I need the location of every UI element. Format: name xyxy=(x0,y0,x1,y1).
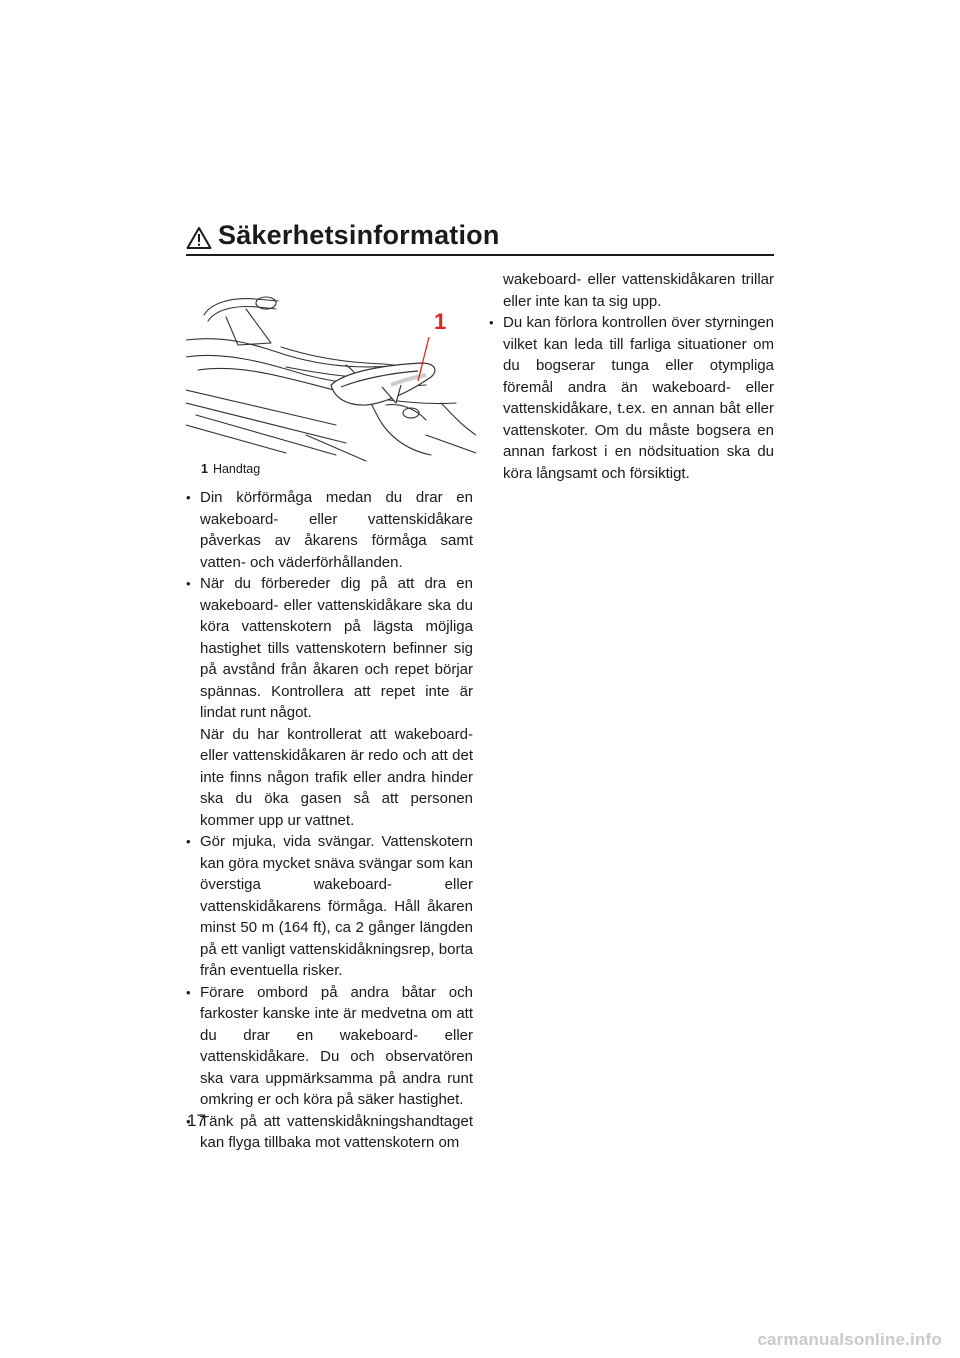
figure-caption xyxy=(201,462,260,476)
left-column xyxy=(186,487,473,1154)
caption-number: 1 xyxy=(201,462,208,476)
page-number: 17 xyxy=(187,1111,206,1130)
list-item: • Du kan förlora kontrollen över styrningen vilket kan leda till farliga situationer om du bogserar tunga eller otympliga föremål andra än wakeboard- eller vattenskidåkare, t.ex. en annan båt eller vattenskoter. Om du måste bogsera en annan farkost i en nödsituation ska du köra långsamt och försiktigt. xyxy=(489,312,774,484)
list-item: • Gör mjuka, vida svängar. Vattenskotern kan göra mycket snäva svängar som kan överstiga wakeboard- eller vattenskidåkarens förmåga. Håll åkaren minst 50 m (164 ft), ca 2 gånger längden på ett vanligt vattenskidåkningsrep, borta från eventuella risker. xyxy=(186,831,473,982)
right-column xyxy=(489,269,774,484)
list-item: • När du förbereder dig på att dra en wakeboard- eller vattenskidåkare ska du köra vattenskotern på lägsta möjliga hastighet tills vattenskotern befinner sig på avstånd från åkaren och repet börjar spännas. Kontrollera att repet inte är lindat runt något. xyxy=(186,573,473,724)
watermark: carmanualsonline.info xyxy=(757,1330,942,1349)
header-rule xyxy=(186,254,774,256)
page-title: Säkerhetsinformation xyxy=(218,220,500,250)
warning-triangle-icon xyxy=(186,226,212,250)
list-item-continuation: När du har kontrollerat att wakeboard- eller vattenskidåkaren är redo och att det inte finns någon trafik eller andra hinder ska du öka gasen så att personen kommer upp ur vattnet. xyxy=(200,725,473,829)
jetski-seat-illustration xyxy=(186,285,476,465)
list-item-continuation: wakeboard- eller vattenskidåkaren trillar eller inte kan ta sig upp. xyxy=(503,271,774,310)
list-item: • Förare ombord på andra båtar och farkoster kanske inte är medvetna om att du drar en wakeboard- eller vattenskidåkare. Du och observatören ska vara uppmärksamma på andra runt omkring er och köra på säker hastighet. xyxy=(186,982,473,1111)
list-item: • Tänk på att vattenskidåkningshandtaget kan flyga tillbaka mot vattenskotern om xyxy=(186,1111,473,1154)
page-header xyxy=(186,220,774,256)
figure-callout-number: 1 xyxy=(434,309,447,334)
caption-text: Handtag xyxy=(212,462,261,476)
list-item: • Din körförmåga medan du drar en wakeboard- eller vattenskidåkare påverkas av åkarens förmåga samt vatten- och väderförhållanden. xyxy=(186,487,473,573)
